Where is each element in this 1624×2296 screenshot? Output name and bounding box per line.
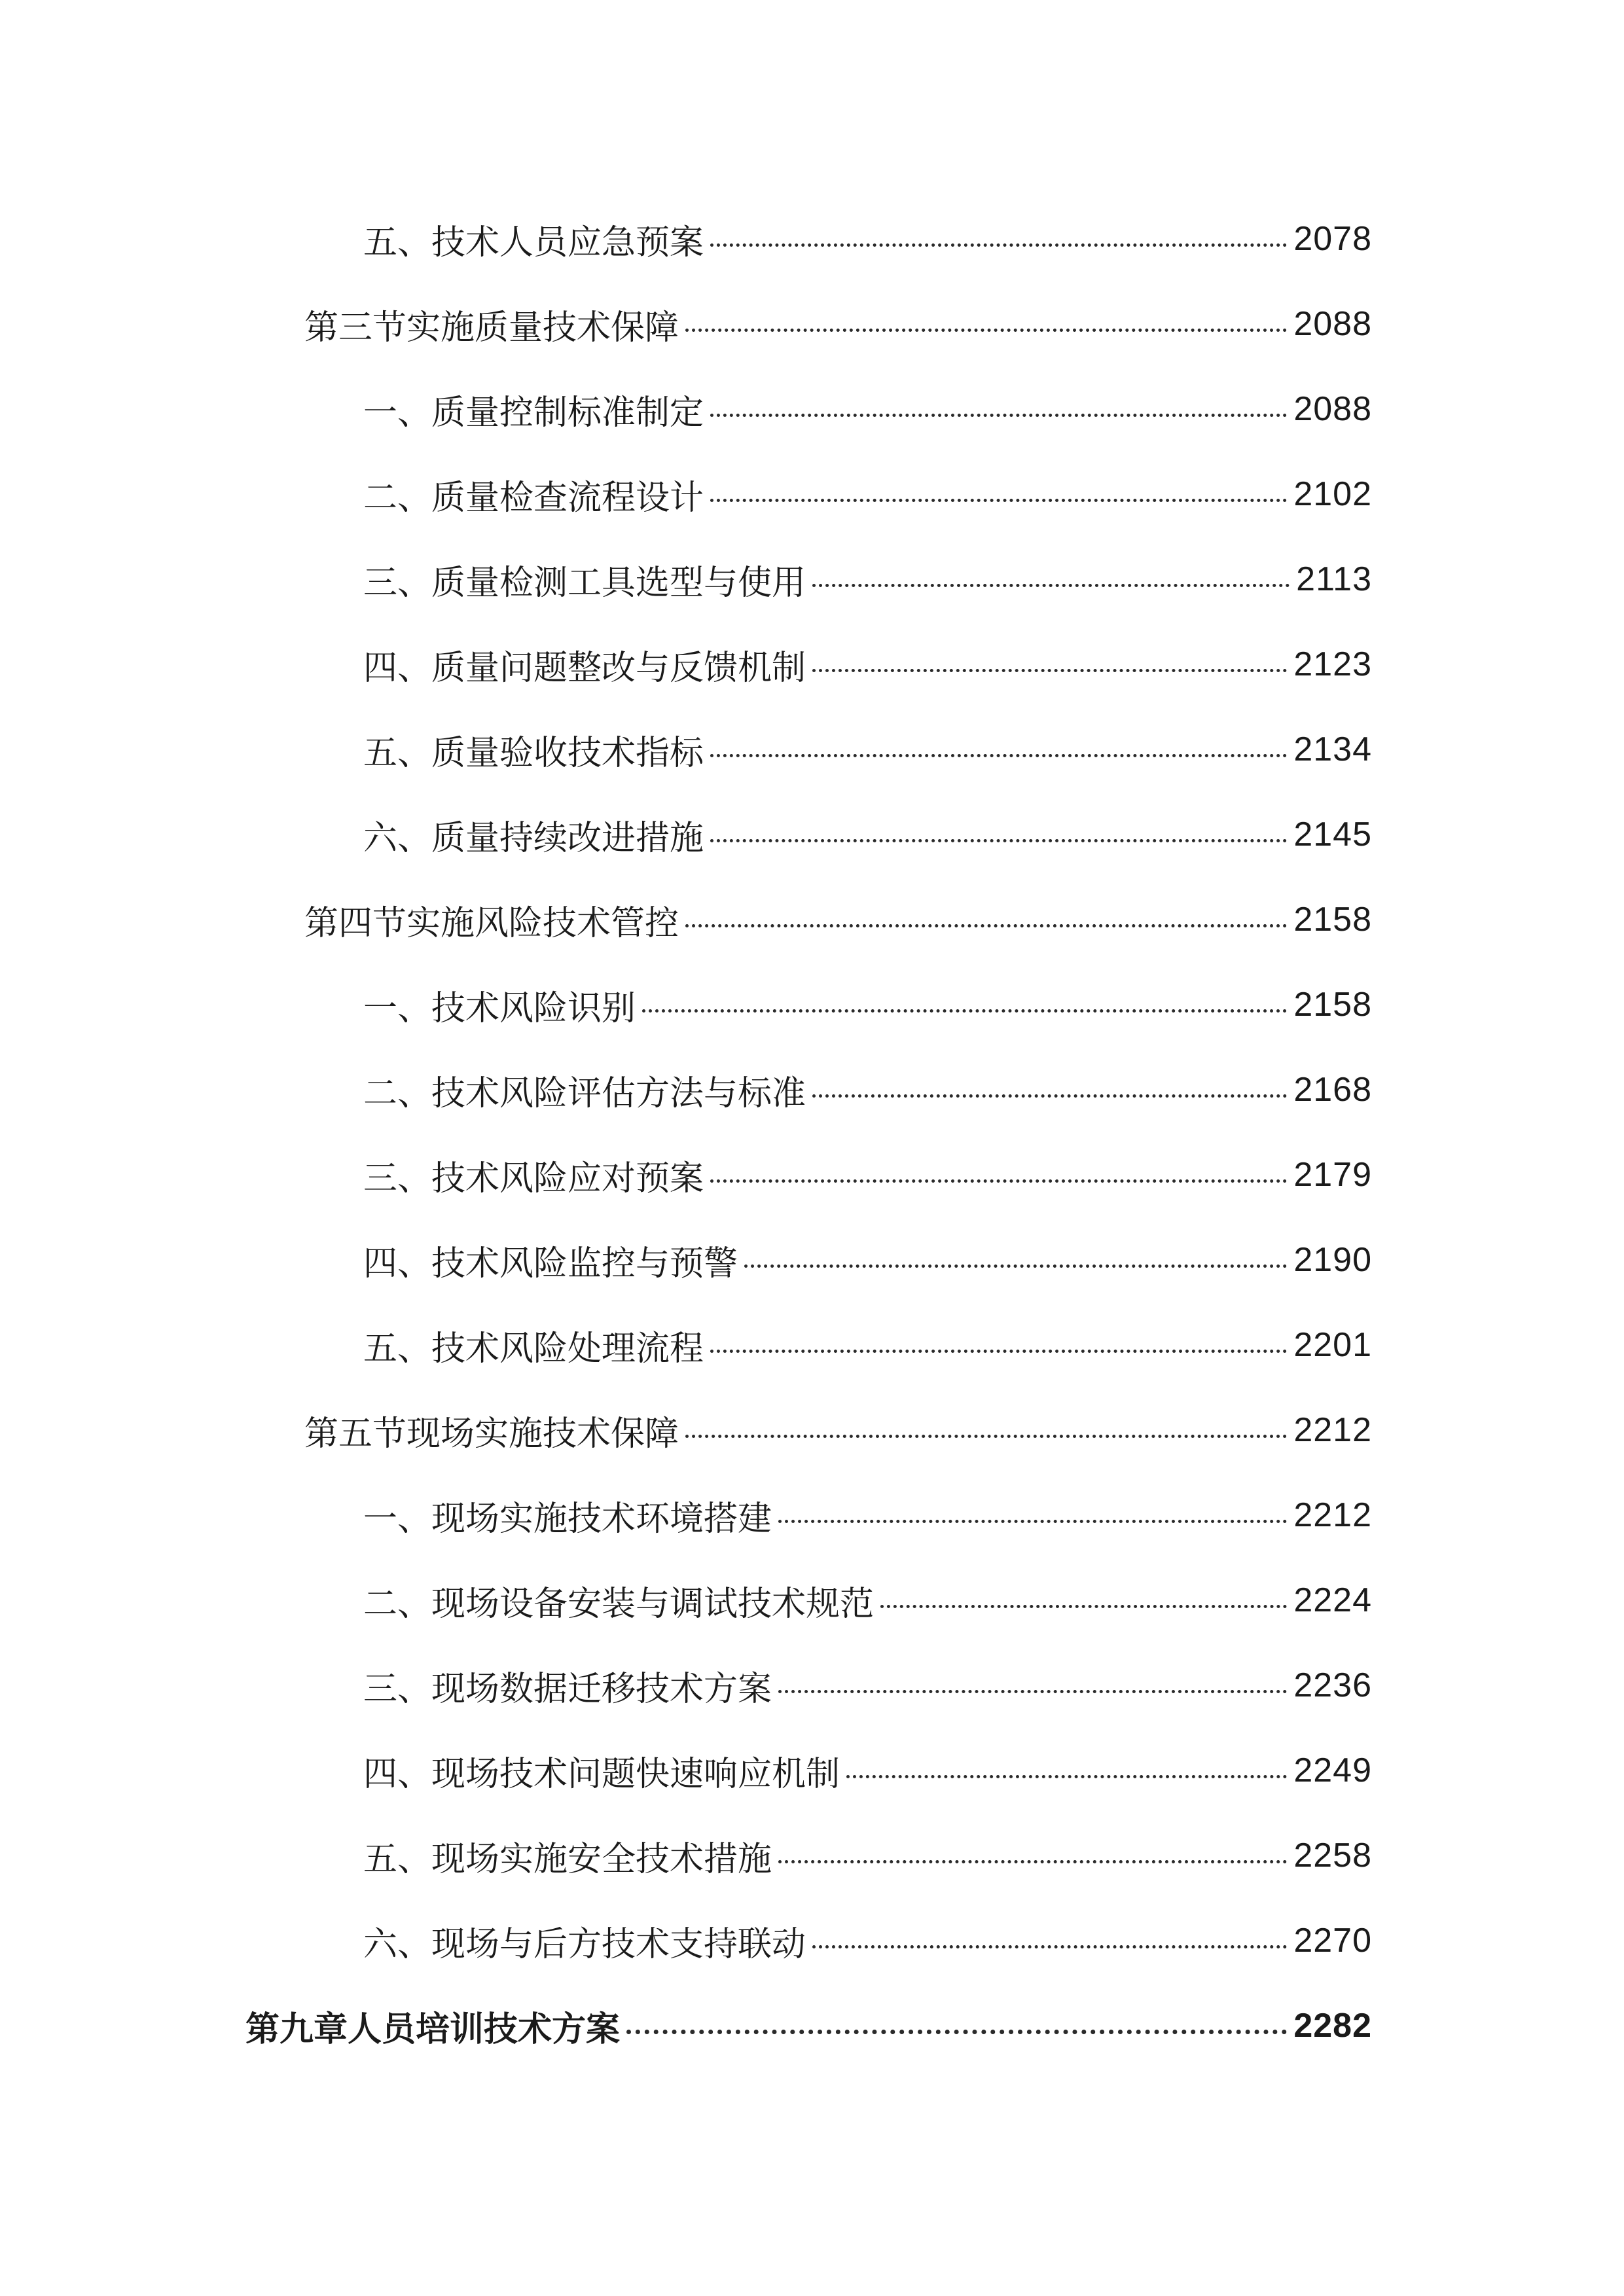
toc-entry-page: 2168 <box>1293 1071 1372 1109</box>
toc-entry-title: 六、质量持续改进措施 <box>363 818 704 858</box>
toc-dot-leader <box>710 754 1287 757</box>
toc-entry-page: 2201 <box>1293 1326 1372 1364</box>
toc-entry[interactable] <box>363 1312 1372 1378</box>
toc-dot-leader <box>710 499 1287 502</box>
toc-dot-leader <box>812 669 1287 672</box>
toc-entry-title: 五、质量验收技术指标 <box>363 733 704 773</box>
toc-entry-title: 五、技术人员应急预案 <box>363 223 704 262</box>
toc-entry[interactable] <box>304 291 1372 357</box>
toc-dot-leader <box>642 1009 1287 1013</box>
toc-dot-leader <box>846 1775 1287 1778</box>
toc-dot-leader <box>778 1520 1287 1523</box>
toc-entry[interactable] <box>363 717 1372 782</box>
toc-entry-title: 三、质量检测工具选型与使用 <box>363 563 806 603</box>
toc-dot-leader <box>778 1690 1287 1693</box>
toc-entry-title: 四、质量问题整改与反馈机制 <box>363 648 806 688</box>
toc-entry[interactable] <box>363 1568 1372 1633</box>
toc-entry-page: 2158 <box>1293 986 1372 1024</box>
toc-dot-leader <box>812 1945 1287 1948</box>
toc-entry-page: 2270 <box>1293 1922 1372 1960</box>
toc-dot-leader <box>812 584 1290 587</box>
toc-entry-page: 2282 <box>1293 2007 1372 2045</box>
toc-dot-leader <box>710 1350 1287 1353</box>
toc-dot-leader <box>685 1435 1287 1438</box>
toc-entry-page: 2134 <box>1293 730 1372 768</box>
toc-entry[interactable] <box>363 1738 1372 1803</box>
toc-entry[interactable] <box>363 1908 1372 1973</box>
toc-entry-title: 第四节实施风险技术管控 <box>304 903 679 943</box>
toc-dot-leader <box>744 1265 1287 1268</box>
toc-dot-leader <box>880 1605 1287 1608</box>
toc-entry[interactable] <box>363 632 1372 697</box>
toc-entry[interactable] <box>363 376 1372 442</box>
toc-entry[interactable] <box>304 887 1372 952</box>
toc-dot-leader <box>685 924 1287 927</box>
toc-entry-page: 2236 <box>1293 1666 1372 1704</box>
toc-entry-title: 三、现场数据迁移技术方案 <box>363 1669 772 1709</box>
toc-entry-page: 2145 <box>1293 816 1372 853</box>
toc-entry-page: 2249 <box>1293 1751 1372 1789</box>
toc-entry[interactable] <box>304 1397 1372 1463</box>
toc-entry[interactable] <box>363 547 1372 612</box>
toc-entry[interactable] <box>363 1227 1372 1293</box>
toc-dot-leader <box>812 1094 1287 1098</box>
toc-entry[interactable] <box>363 461 1372 527</box>
toc-entry[interactable] <box>363 972 1372 1037</box>
toc-entry-title: 四、技术风险监控与预警 <box>363 1244 738 1283</box>
toc-entry-page: 2258 <box>1293 1837 1372 1874</box>
toc-entry-title: 第五节现场实施技术保障 <box>304 1414 679 1454</box>
toc-entry-title: 五、现场实施安全技术措施 <box>363 1839 772 1879</box>
toc-entry-page: 2179 <box>1293 1156 1372 1194</box>
toc-dot-leader <box>710 839 1287 842</box>
toc-entry-page: 2088 <box>1293 390 1372 428</box>
toc-entry[interactable] <box>363 802 1372 867</box>
toc-entry-title: 第三节实施质量技术保障 <box>304 308 679 348</box>
toc-dot-leader <box>685 329 1287 332</box>
toc-entry-page: 2113 <box>1296 560 1372 598</box>
toc-dot-leader <box>710 414 1287 417</box>
toc-entry-page: 2088 <box>1293 305 1372 343</box>
toc-entry[interactable] <box>363 1142 1372 1208</box>
toc-entry-page: 2212 <box>1293 1411 1372 1449</box>
toc-entry[interactable] <box>245 1993 1372 2058</box>
toc-entry-page: 2078 <box>1293 220 1372 258</box>
toc-entry[interactable] <box>363 1823 1372 1888</box>
toc-dot-leader <box>778 1860 1287 1863</box>
toc-entry-title: 五、技术风险处理流程 <box>363 1329 704 1369</box>
toc-entry-title: 三、技术风险应对预案 <box>363 1158 704 1198</box>
toc-entry-title: 一、现场实施技术环境搭建 <box>363 1499 772 1539</box>
toc-entry-title: 四、现场技术问题快速响应机制 <box>363 1754 840 1794</box>
toc-entry-page: 2190 <box>1293 1241 1372 1279</box>
toc-entry-title: 一、质量控制标准制定 <box>363 393 704 433</box>
toc-entry[interactable] <box>363 206 1372 272</box>
toc-entry-title: 六、现场与后方技术支持联动 <box>363 1924 806 1964</box>
toc-entry[interactable] <box>363 1057 1372 1122</box>
toc-dot-leader <box>710 243 1287 247</box>
toc-entry-title: 第九章人员培训技术方案 <box>245 2009 621 2049</box>
toc-entry-page: 2102 <box>1293 475 1372 513</box>
toc-entry-page: 2158 <box>1293 901 1372 939</box>
toc-entry-title: 二、技术风险评估方法与标准 <box>363 1073 806 1113</box>
toc-entry-page: 2123 <box>1293 645 1372 683</box>
toc-entry[interactable] <box>363 1482 1372 1548</box>
toc-entry-title: 二、质量检查流程设计 <box>363 478 704 518</box>
toc-dot-leader <box>626 2030 1287 2034</box>
toc-entry-page: 2212 <box>1293 1496 1372 1534</box>
toc-dot-leader <box>710 1179 1287 1183</box>
toc-entry-title: 一、技术风险识别 <box>363 988 636 1028</box>
toc-entry-page: 2224 <box>1293 1581 1372 1619</box>
toc-entry[interactable] <box>363 1653 1372 1718</box>
toc-entry-title: 二、现场设备安装与调试技术规范 <box>363 1584 875 1624</box>
